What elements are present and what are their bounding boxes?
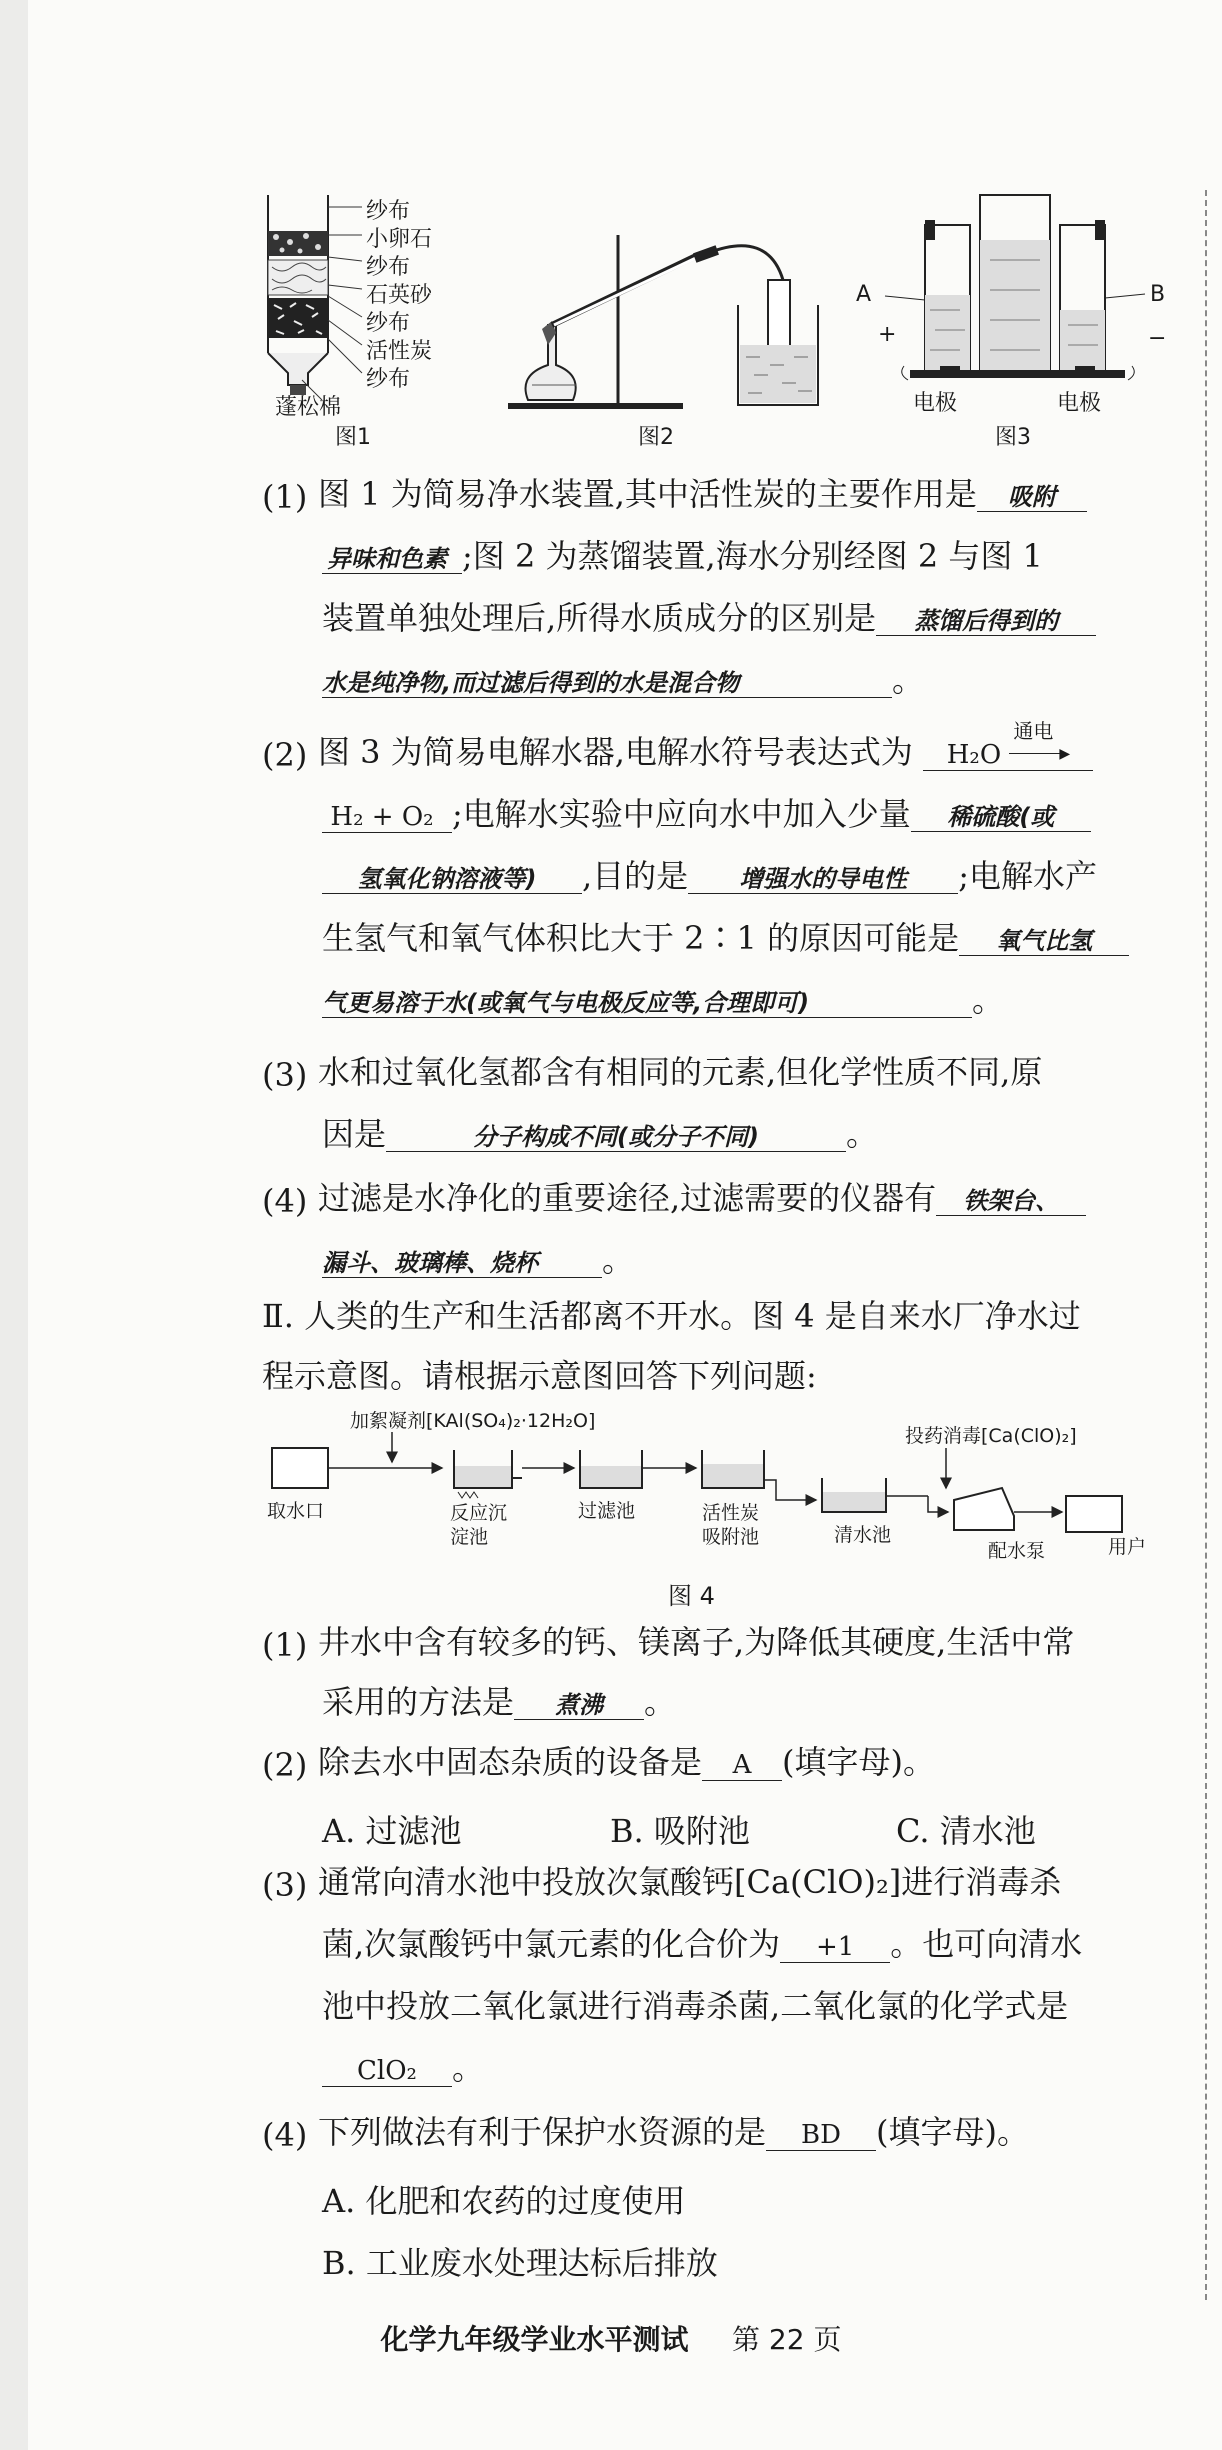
fig3-plus-sign: +: [878, 322, 897, 347]
question-number: (4): [262, 1182, 308, 1220]
fig3-electrode-left: 电极: [913, 391, 958, 416]
question-text: 除去水中固态杂质的设备是 A (填字母)。: [318, 1743, 935, 1781]
answer-blank: 稀硫酸(或: [911, 805, 1091, 832]
answer-blank: ClO₂: [322, 2058, 452, 2087]
question-text: 装置单独处理后,所得水质成分的区别是 蒸馏后得到的: [322, 602, 1222, 636]
question-text: 图 1 为简易净水装置,其中活性炭的主要作用是 吸附: [318, 478, 1222, 512]
answer-blank: 水是纯净物,而过滤后得到的水是混合物: [322, 671, 892, 698]
answer-blank: A: [702, 1752, 782, 1781]
fig3-label-b: B: [1150, 282, 1166, 307]
answer-blank: 气更易溶于水(或氧气与电极反应等,合理即可): [322, 991, 972, 1018]
question-text: 气更易溶于水(或氧气与电极反应等,合理即可) 。: [322, 981, 1005, 1019]
answer-blank: 异味和色素: [322, 547, 462, 574]
fig3-minus-sign: −: [1148, 326, 1167, 351]
part2-intro: 程示意图。请根据示意图回答下列问题:: [262, 1357, 817, 1395]
question-text: 异味和色素 ;图 2 为蒸馏装置,海水分别经图 2 与图 1: [322, 540, 1222, 574]
question-text: 菌,次氯酸钙中氯元素的化合价为 +1 。也可向清水: [322, 1925, 1083, 1963]
question-number: (1): [262, 1626, 308, 1664]
question-text: 水是纯净物,而过滤后得到的水是混合物 。: [322, 661, 925, 699]
answer-blank: 漏斗、玻璃棒、烧杯: [322, 1251, 602, 1278]
option: C. 清水池: [896, 1812, 1036, 1850]
answer-blank: +1: [780, 1934, 890, 1963]
part2-intro: Ⅱ. 人类的生产和生活都离不开水。图 4 是自来水厂净水过: [262, 1297, 1081, 1335]
question-number: (1): [262, 478, 308, 516]
option: B. 吸附池: [610, 1812, 750, 1850]
flow-stage-adsorption: 活性炭吸附池: [702, 1502, 760, 1548]
question-text: H₂ + O₂ ;电解水实验中应向水中加入少量 稀硫酸(或: [322, 798, 1222, 833]
question-text: 过滤是水净化的重要途径,过滤需要的仪器有 铁架台、: [318, 1182, 1222, 1216]
flow-stage-pump: 配水泵: [988, 1540, 1046, 1562]
flow-disinfect-label: 投药消毒[Ca(ClO)₂]: [905, 1425, 1077, 1447]
flow-coagulant-label: 加絮凝剂[KAl(SO₄)₂·12H₂O]: [350, 1410, 596, 1432]
fig1-layer-label: 小卵石: [366, 227, 433, 252]
question-text: 通常向清水池中投放次氯酸钙[Ca(ClO)₂]进行消毒杀: [318, 1863, 1062, 1901]
question-text: 下列做法有利于保护水资源的是 BD (填字母)。: [318, 2113, 1029, 2151]
reaction-arrow: 通电 ▶: [1009, 743, 1069, 763]
flow-stage-sedimentation: 反应沉淀池: [450, 1502, 508, 1548]
question-number: (2): [262, 1746, 308, 1784]
option: B. 工业废水处理达标后排放: [322, 2244, 718, 2282]
question-text: 采用的方法是 煮沸 。: [322, 1683, 677, 1721]
question-text: 生氢气和氧气体积比大于 2∶1 的原因可能是 氧气比氢: [322, 922, 1222, 956]
figure-3-electrolysis: [880, 190, 1165, 390]
question-number: (3): [262, 1056, 308, 1094]
question-text: 池中投放二氧化氯进行消毒杀菌,二氧化氯的化学式是: [322, 1987, 1069, 2025]
question-text: 漏斗、玻璃棒、烧杯 。: [322, 1241, 635, 1279]
answer-blank: 氢氧化钠溶液等): [322, 867, 582, 894]
fig1-layer-label: 纱布: [366, 199, 411, 224]
answer-blank: 蒸馏后得到的: [876, 609, 1096, 636]
flow-stage-intake: 取水口: [267, 1500, 325, 1522]
option: A. 化肥和农药的过度使用: [322, 2182, 686, 2220]
page-footer: [0, 2318, 1222, 2358]
answer-blank: BD: [766, 2122, 876, 2151]
option: A. 过滤池: [322, 1812, 462, 1850]
flow-stage-clear-water: 清水池: [834, 1524, 892, 1546]
figure-1-caption: 图1: [335, 425, 371, 450]
answer-blank: 增强水的导电性: [688, 867, 958, 894]
answer-blank: H₂O 通电 ▶: [923, 742, 1093, 771]
flow-stage-user: 用户: [1108, 1536, 1147, 1558]
question-text: 氢氧化钠溶液等) ,目的是 增强水的导电性 ;电解水产: [322, 860, 1222, 894]
scan-edge-shadow: [0, 0, 28, 2450]
figure-3-caption: 图3: [995, 425, 1031, 450]
fig3-label-a: A: [856, 282, 872, 307]
question-text: ClO₂ 。: [322, 2052, 1222, 2087]
question-text: 井水中含有较多的钙、镁离子,为降低其硬度,生活中常: [318, 1623, 1075, 1661]
footer-title: 化学九年级学业水平测试: [380, 2323, 689, 2356]
fig1-layer-label: 纱布: [366, 367, 411, 392]
question-number: (2): [262, 736, 308, 774]
figure-2-caption: 图2: [638, 425, 674, 450]
question-text: 因是 分子构成不同(或分子不同) 。: [322, 1115, 879, 1153]
answer-blank: 铁架台、: [936, 1189, 1086, 1216]
answer-blank: 氧气比氢: [959, 929, 1129, 956]
answer-blank: 分子构成不同(或分子不同): [386, 1125, 846, 1152]
fig1-layer-label: 纱布: [366, 311, 411, 336]
question-text: 图 3 为简易电解水器,电解水符号表达式为 H₂O 通电 ▶: [318, 736, 1222, 771]
fig1-layer-label: 活性炭: [366, 339, 433, 364]
fig1-layer-label: 蓬松棉: [275, 395, 342, 420]
fig3-electrode-right: 电极: [1057, 391, 1102, 416]
question-number: (4): [262, 2116, 308, 2154]
fig1-layer-label: 石英砂: [366, 283, 433, 308]
answer-blank: 煮沸: [514, 1693, 644, 1720]
question-number: (3): [262, 1866, 308, 1904]
flow-stage-filter: 过滤池: [578, 1500, 636, 1522]
fig1-layer-label: 纱布: [366, 255, 411, 280]
answer-blank: 吸附: [977, 485, 1087, 512]
page-number: 第 22 页: [732, 2323, 842, 2356]
question-text: 水和过氧化氢都含有相同的元素,但化学性质不同,原: [318, 1053, 1043, 1091]
answer-blank: H₂ + O₂: [322, 804, 452, 833]
figure-2-distillation: [498, 225, 838, 415]
figure-4-caption: 图 4: [668, 1582, 715, 1610]
